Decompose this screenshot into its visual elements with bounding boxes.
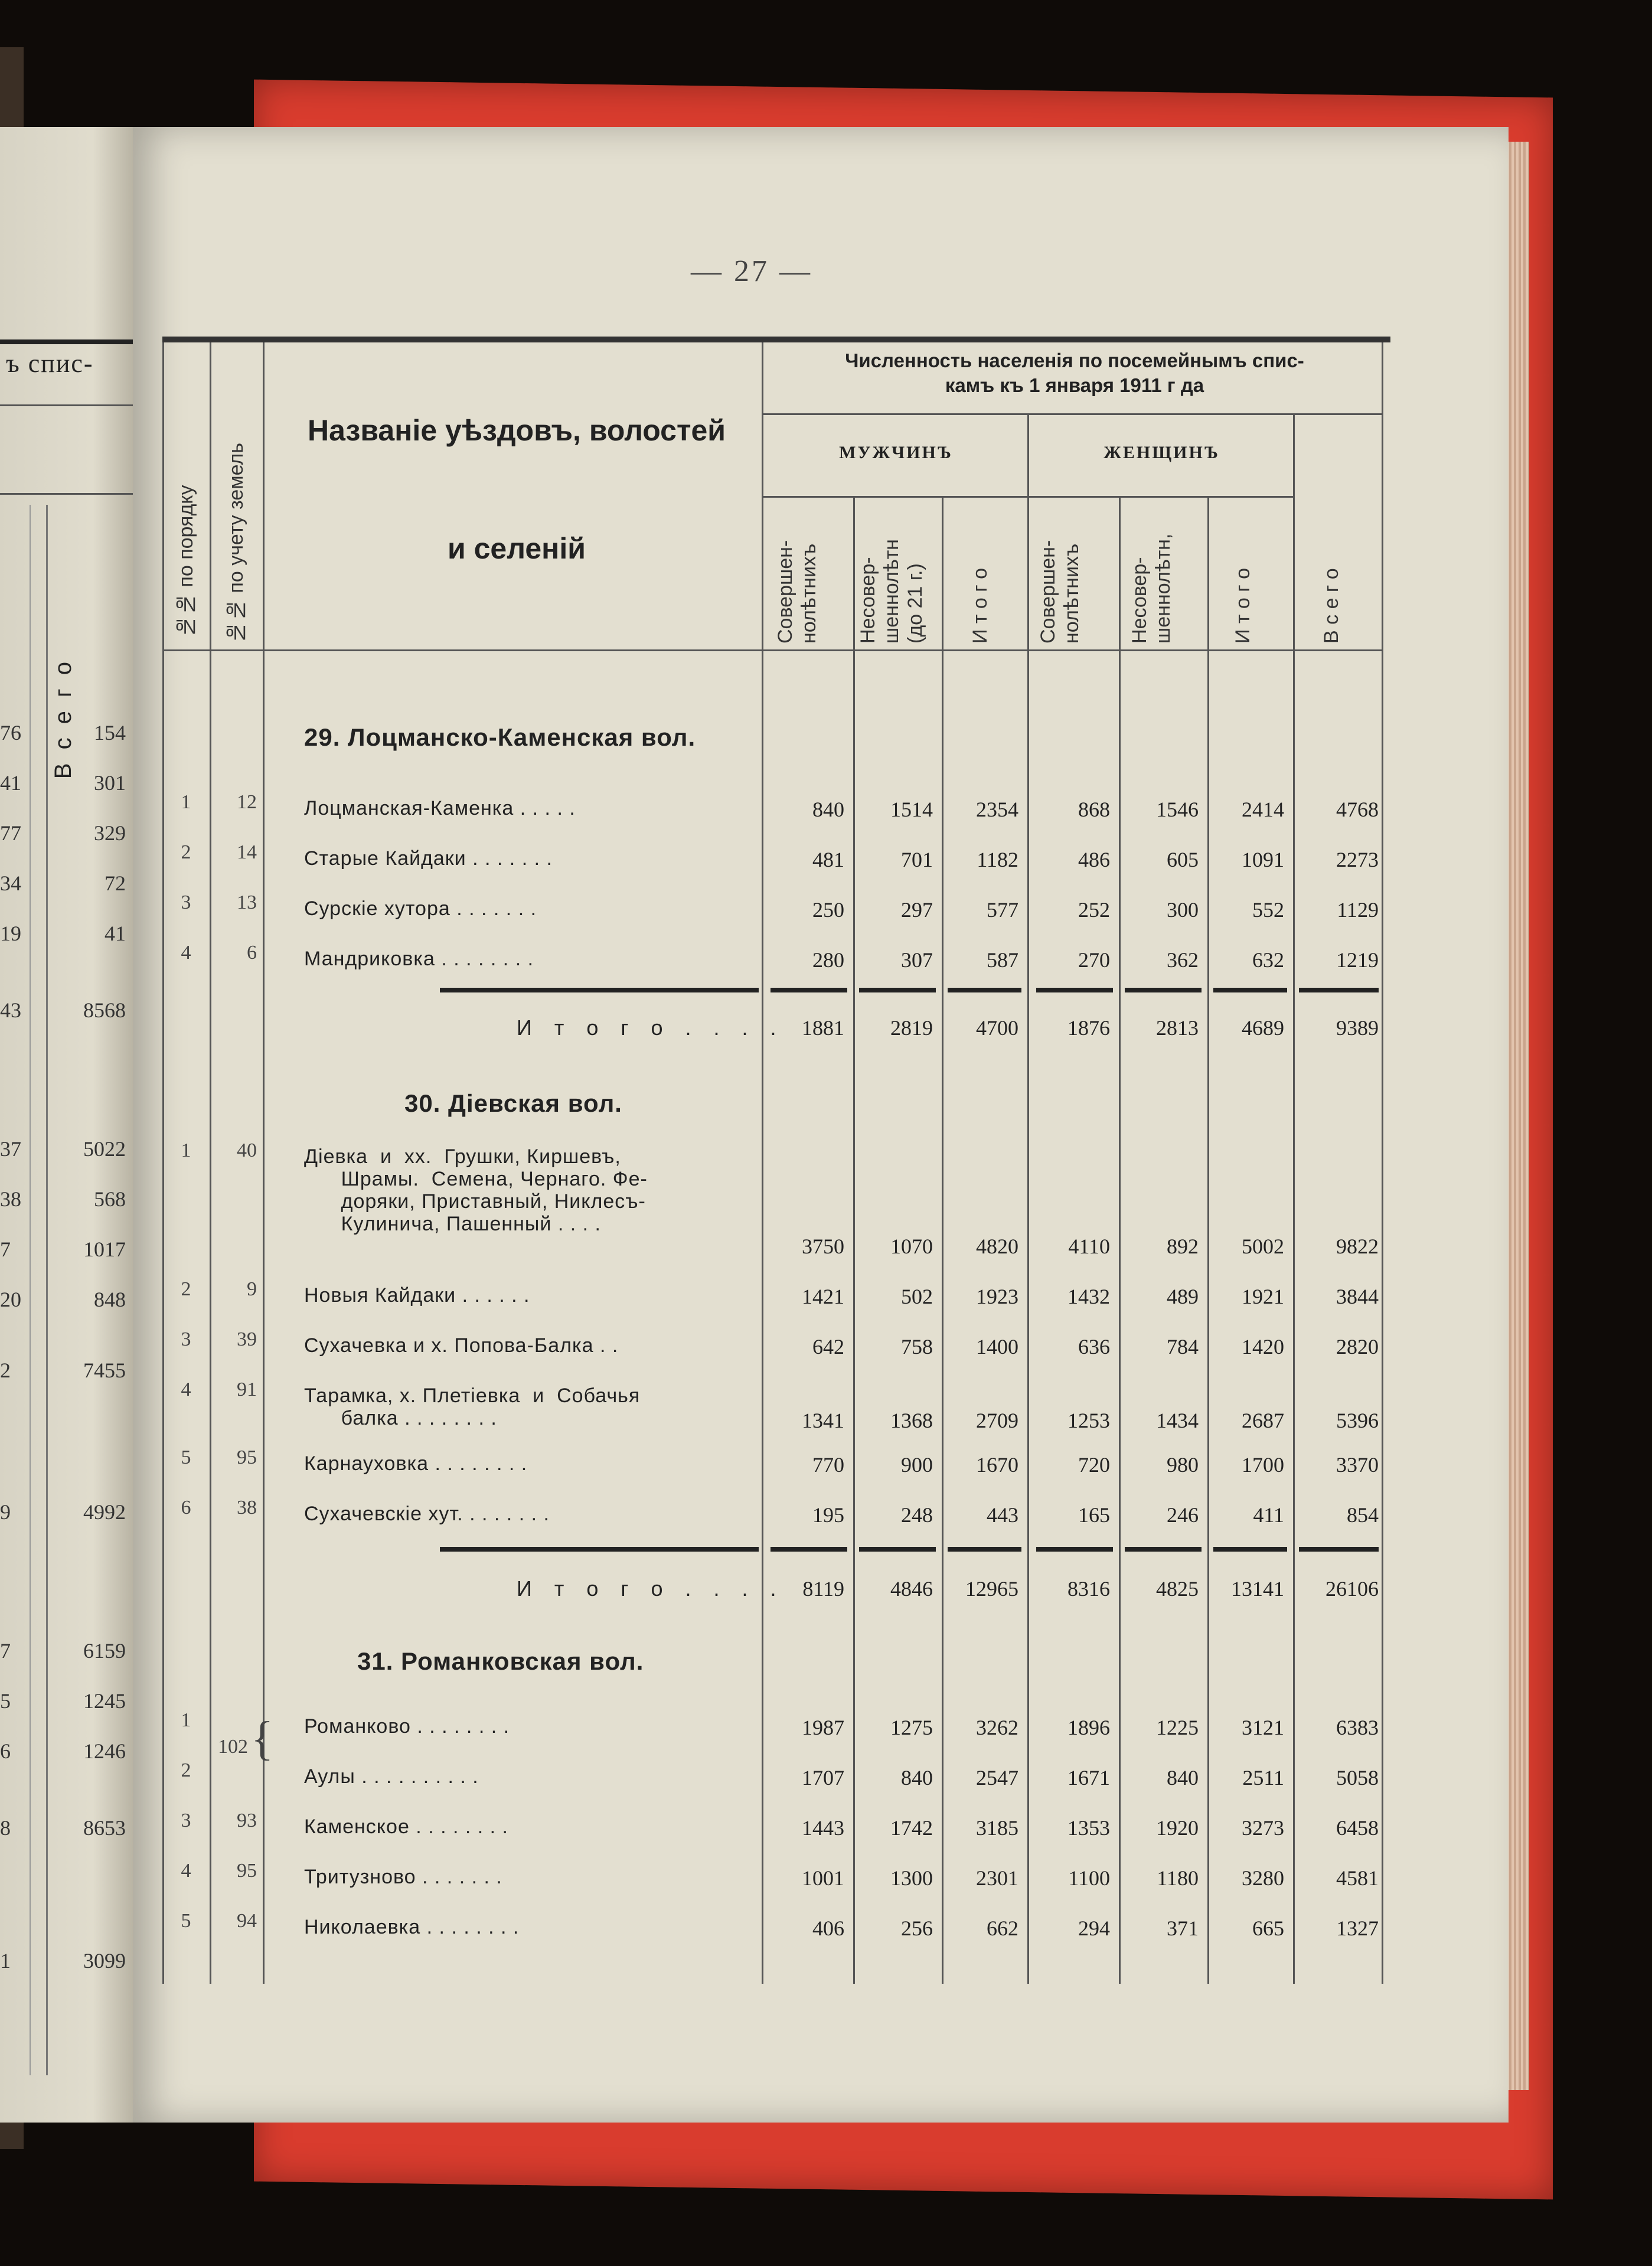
row-number: 6 [181,1497,191,1519]
row-name: Сурскіе хутора . . . . . . . [304,897,537,920]
table-cell: 1275 [890,1716,933,1739]
left-page-total: 72 [105,871,126,895]
total-cell: 13141 [1231,1577,1284,1601]
table-cell: 1182 [977,848,1018,871]
row-name: Карнауховка . . . . . . . . [304,1452,528,1475]
left-page-subheader-rule [0,493,133,495]
total-rule [1299,1547,1379,1552]
table-cell: 840 [812,798,844,821]
left-page-fragment: 38 [0,1187,21,1211]
row-name: Тритузново . . . . . . . [304,1866,502,1888]
table-cell: 1700 [1242,1453,1284,1477]
table-cell: 2547 [976,1766,1018,1790]
table-cell: 294 [1078,1916,1110,1940]
row-name: Старые Кайдаки . . . . . . . [304,847,553,870]
table-cell: 486 [1078,848,1110,871]
left-page-total: 848 [94,1288,126,1311]
left-page-total: 329 [94,821,126,845]
left-page-total: 154 [94,721,126,745]
left-page-fragment: 43 [0,998,21,1022]
table-cell: 665 [1252,1916,1284,1940]
table-cell: 720 [1078,1453,1110,1477]
table-cell: 195 [812,1503,844,1527]
left-page-fragment: 9 [0,1500,11,1524]
table-cell: 1219 [1336,948,1379,972]
table-cell: 252 [1078,898,1110,922]
left-page-fragment: 34 [0,871,21,895]
col-divider-3 [1027,413,1029,1984]
total-cell: 2819 [890,1016,933,1040]
row-name: Сухачевскіе хут. . . . . . . . [304,1503,550,1525]
table-cell: 2414 [1242,798,1284,821]
table-cell: 1987 [802,1716,844,1739]
table-cell: 1353 [1067,1816,1110,1840]
left-page-total: 7455 [83,1359,126,1382]
men-header: МУЖЧИНЪ [839,443,953,462]
total-rule [771,1547,847,1552]
total-cell: 4700 [976,1016,1018,1040]
row-name: Тарамка, х. Плетіевка и Собачья балка . . . . . . . . [304,1385,641,1429]
row-number: 2 [181,1759,191,1781]
table-cell: 256 [901,1916,933,1940]
table-cell: 246 [1167,1503,1199,1527]
row-name: Сухачевка и х. Попова-Балка . . [304,1334,619,1357]
left-page-col-header: В с е г о [50,658,76,779]
page-number: — 27 — [691,254,812,288]
table-cell: 1129 [1337,898,1379,922]
table-cell: 2273 [1336,848,1379,871]
row-name: Новыя Кайдаки . . . . . . [304,1284,530,1307]
row-land-number: 95 [237,1860,257,1882]
table-cell: 784 [1167,1335,1199,1359]
table-cell: 297 [901,898,933,922]
total-cell: 26106 [1325,1577,1379,1601]
table-left-border [162,342,164,1984]
total-rule [440,988,759,992]
left-page-total: 1017 [83,1238,126,1261]
table-cell: 1327 [1336,1916,1379,1940]
total-rule [1036,1547,1113,1552]
table-cell: 3844 [1336,1285,1379,1308]
table-cell: 3121 [1242,1716,1284,1739]
total-rule [771,988,847,992]
table-cell: 1100 [1068,1866,1110,1890]
table-cell: 4768 [1336,798,1379,821]
table-cell: 2820 [1336,1335,1379,1359]
table-cell: 481 [812,848,844,871]
table-cell: 1253 [1067,1409,1110,1432]
total-rule [1125,988,1202,992]
left-page-fragment: 19 [0,922,21,945]
table-cell: 489 [1167,1285,1199,1308]
left-page-total: 8568 [83,998,126,1022]
row-land-number: 40 [237,1139,257,1161]
sub-total-women: И т о г о [1232,567,1254,644]
left-page-total: 568 [94,1187,126,1211]
total-cell: 8119 [802,1577,844,1601]
total-rule [440,1547,759,1552]
row-name: Романково . . . . . . . . [304,1715,510,1738]
table-cell: 868 [1078,798,1110,821]
row-land-number: 9 [247,1278,257,1300]
row-name: Аулы . . . . . . . . . . [304,1765,479,1788]
table-cell: 552 [1252,898,1284,922]
left-page-fragment: 41 [0,771,21,795]
left-page [0,127,135,2123]
table-cell: 1001 [802,1866,844,1890]
row-land-number: 102 [218,1736,248,1758]
row-name: Лоцманская-Каменка . . . . . [304,797,576,819]
table-cell: 605 [1167,848,1199,871]
row-land-number: 94 [237,1910,257,1932]
table-cell: 300 [1167,898,1199,922]
table-cell: 5396 [1336,1409,1379,1432]
left-page-header-rule [0,404,133,406]
table-cell: 1546 [1156,798,1199,821]
col-order-header: №№ по порядку [175,485,197,638]
left-page-fragment: 7 [0,1639,11,1663]
table-cell: 1707 [802,1766,844,1790]
row-number: 3 [181,1810,191,1831]
row-land-number: 93 [237,1810,257,1831]
table-cell: 1400 [976,1335,1018,1359]
table-cell: 1514 [890,798,933,821]
table-cell: 280 [812,948,844,972]
left-page-fragment: 8 [0,1816,11,1840]
row-name: Діевка и хх. Грушки, Киршевъ, Шрамы. Семена, Чернаго. Фе- доряки, Приставный, Никлесъ- Кулинича, Пашенный . . . . [304,1145,648,1235]
left-page-total: 1245 [83,1689,126,1713]
left-page-fragment: 20 [0,1288,21,1311]
section-title: 31. Романковская вол. [357,1647,644,1675]
table-cell: 2511 [1242,1766,1284,1790]
table-cell: 662 [987,1916,1018,1940]
sub-total-men: И т о г о [969,567,991,644]
total-cell: 8316 [1067,1577,1110,1601]
table-cell: 5058 [1336,1766,1379,1790]
row-number: 2 [181,1278,191,1300]
total-rule [948,1547,1021,1552]
table-cell: 307 [901,948,933,972]
left-page-total: 1246 [83,1739,126,1763]
table-cell: 4110 [1068,1235,1110,1258]
total-rule [859,988,936,992]
table-cell: 632 [1252,948,1284,972]
table-cell: 248 [901,1503,933,1527]
left-page-fragment: 77 [0,821,21,845]
table-cell: 854 [1347,1503,1379,1527]
row-land-number: 39 [237,1328,257,1350]
table-cell: 840 [901,1766,933,1790]
total-rule [1036,988,1113,992]
table-cell: 1421 [802,1285,844,1308]
hline-gender [762,496,1293,498]
table-cell: 6383 [1336,1716,1379,1739]
total-rule [1213,1547,1287,1552]
table-cell: 1070 [890,1235,933,1258]
table-cell: 1368 [890,1409,933,1432]
left-page-fragment: 2 [0,1359,11,1382]
table-cell: 587 [987,948,1018,972]
table-cell: 2354 [976,798,1018,821]
row-name: Каменское . . . . . . . . [304,1816,508,1838]
row-land-number: 14 [237,841,257,863]
table-cell: 502 [901,1285,933,1308]
table-cell: 1670 [976,1453,1018,1477]
table-cell: 165 [1078,1503,1110,1527]
name-header-line1: Названіе уѣздовъ, волостей [307,414,726,447]
left-page-total: 301 [94,771,126,795]
table-cell: 1180 [1157,1866,1199,1890]
table-cell: 980 [1167,1453,1199,1477]
women-header: ЖЕНЩИНЪ [1103,443,1220,462]
total-rule [859,1547,936,1552]
table-cell: 1420 [1242,1335,1284,1359]
left-page-vline [30,505,31,2075]
left-page-vline-2 [46,505,48,2075]
row-land-number: 6 [247,942,257,964]
table-cell: 701 [901,848,933,871]
table-cell: 900 [901,1453,933,1477]
table-cell: 1225 [1156,1716,1199,1739]
row-number: 4 [181,1860,191,1882]
section-title: 29. Лоцманско-Каменская вол. [304,723,696,751]
table-cell: 3262 [976,1716,1018,1739]
row-number: 5 [181,1910,191,1932]
row-number: 1 [181,1139,191,1161]
table-cell: 5002 [1242,1235,1284,1258]
table-cell: 9822 [1336,1235,1379,1258]
table-cell: 2687 [1242,1409,1284,1432]
table-cell: 642 [812,1335,844,1359]
table-cell: 1091 [1242,848,1284,871]
total-cell: 9389 [1336,1016,1379,1040]
row-name: Николаевка . . . . . . . . [304,1916,520,1938]
sub-minor-men: Несовер- шеннолѣтн (до 21 г.) [857,539,926,644]
total-label: И т о г о . . . . [517,1576,785,1601]
table-cell: 270 [1078,948,1110,972]
row-land-number: 95 [237,1447,257,1468]
table-cell: 411 [1253,1503,1284,1527]
table-cell: 1896 [1067,1716,1110,1739]
table-cell: 892 [1167,1235,1199,1258]
table-cell: 770 [812,1453,844,1477]
name-header-line2: и селеній [448,532,586,565]
left-page-fragment: 6 [0,1739,11,1763]
table-cell: 362 [1167,948,1199,972]
table-cell: 4581 [1336,1866,1379,1890]
row-land-number: 13 [237,892,257,913]
row-land-number: 38 [237,1497,257,1519]
table-cell: 577 [987,898,1018,922]
total-cell: 1876 [1067,1016,1110,1040]
table-cell: 2709 [976,1409,1018,1432]
total-cell: 4825 [1156,1577,1199,1601]
table-cell: 1443 [802,1816,844,1840]
table-cell: 1923 [976,1285,1018,1308]
table-cell: 840 [1167,1766,1199,1790]
total-rule [1299,988,1379,992]
left-page-total: 5022 [83,1137,126,1161]
table-cell: 3370 [1336,1453,1379,1477]
left-page-fragment: 37 [0,1137,21,1161]
table-top-rule [162,337,1390,342]
table-cell: 3750 [802,1235,844,1258]
total-cell: 4846 [890,1577,933,1601]
row-number: 3 [181,1328,191,1350]
sub-adult-men: Совершен- нолѣтнихъ [774,540,820,644]
total-cell: 4689 [1242,1016,1284,1040]
row-number: 3 [181,892,191,913]
total-cell: 1881 [802,1016,844,1040]
table-cell: 636 [1078,1335,1110,1359]
table-cell: 371 [1167,1916,1199,1940]
table-cell: 1671 [1067,1766,1110,1790]
left-page-total: 6159 [83,1639,126,1663]
left-page-total: 41 [105,922,126,945]
row-number: 5 [181,1447,191,1468]
table-cell: 1341 [802,1409,844,1432]
table-cell: 2301 [976,1866,1018,1890]
table-cell: 4820 [976,1235,1018,1258]
total-cell: 2813 [1156,1016,1199,1040]
left-page-total: 4992 [83,1500,126,1524]
table-cell: 1300 [890,1866,933,1890]
table-cell: 3273 [1242,1816,1284,1840]
table-cell: 3280 [1242,1866,1284,1890]
col-divider-6 [1293,413,1295,1984]
table-cell: 1920 [1156,1816,1199,1840]
left-page-top-rule [0,339,133,344]
row-number: 1 [181,791,191,813]
row-land-number: 12 [237,791,257,813]
col-zemel-header: №№ по учету земель [225,443,247,644]
left-page-header-fragment: ъ спис- [6,349,94,378]
total-cell: 12965 [965,1577,1018,1601]
table-cell: 443 [987,1503,1018,1527]
table-cell: 758 [901,1335,933,1359]
total-rule [1213,988,1287,992]
brace-icon: { [251,1713,274,1765]
left-page-fragment: 7 [0,1238,11,1261]
table-cell: 3185 [976,1816,1018,1840]
table-cell: 1742 [890,1816,933,1840]
header-bottom-rule [162,649,1383,651]
total-label: И т о г о . . . . [517,1016,785,1040]
row-number: 2 [181,841,191,863]
total-rule [948,988,1021,992]
hline-population [762,413,1382,415]
left-page-total: 8653 [83,1816,126,1840]
row-land-number: 91 [237,1379,257,1400]
row-name: Мандриковка . . . . . . . . [304,948,534,970]
total-rule [1125,1547,1202,1552]
table-cell: 1921 [1242,1285,1284,1308]
left-page-total: 3099 [83,1949,126,1973]
table-right-border [1382,342,1383,1984]
sub-adult-women: Совершен- нолѣтнихъ [1037,540,1083,644]
population-table [162,337,1390,1984]
row-number: 4 [181,1379,191,1400]
population-header: Численность населенія по посемейнымъ спис- камъ къ 1 января 1911 г да [845,350,1304,396]
row-number: 1 [181,1709,191,1731]
left-page-fragment: 5 [0,1689,11,1713]
table-cell: 1434 [1156,1409,1199,1432]
sub-minor-women: Несовер- шеннолѣтн, [1128,533,1174,644]
section-title: 30. Діевская вол. [404,1089,622,1117]
left-page-fragment: 76 [0,721,21,745]
table-cell: 1432 [1067,1285,1110,1308]
row-number: 4 [181,942,191,964]
left-page-fragment: 1 [0,1949,11,1973]
table-cell: 6458 [1336,1816,1379,1840]
table-cell: 250 [812,898,844,922]
table-cell: 406 [812,1916,844,1940]
sub-grand-total: В с е г о [1320,568,1343,644]
